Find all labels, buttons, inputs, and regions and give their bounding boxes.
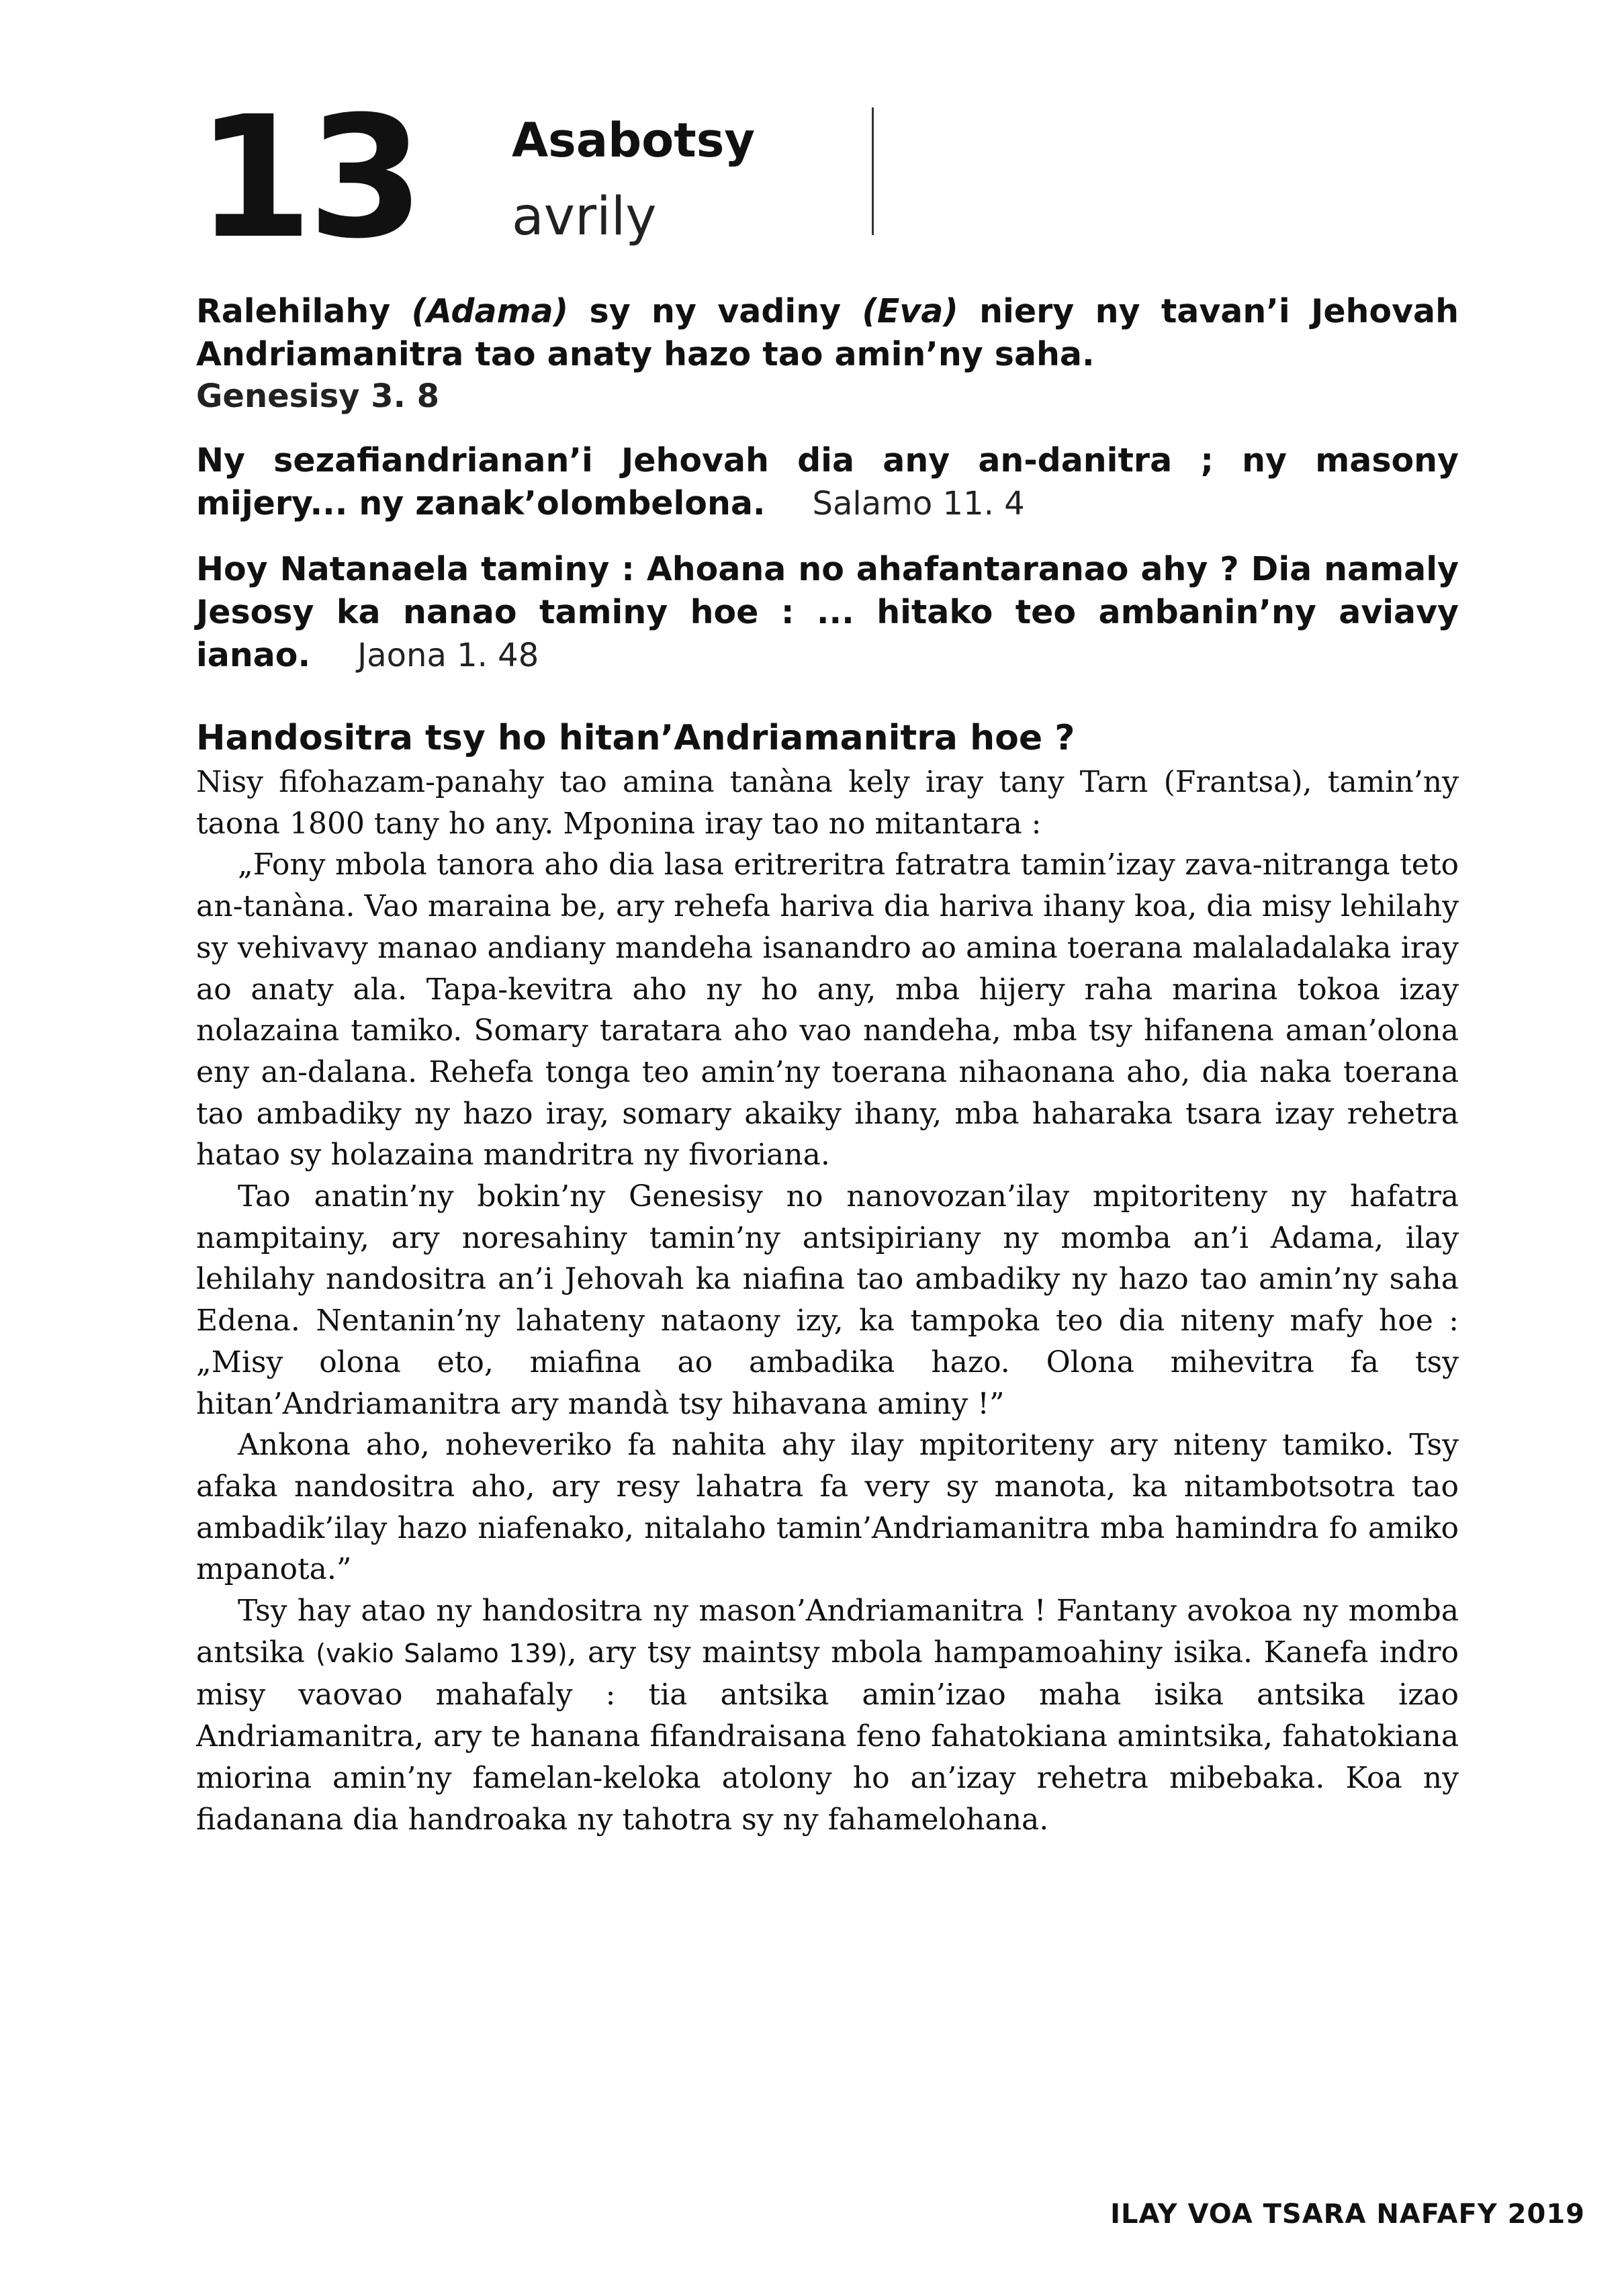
article-paragraph-2: „Fony mbola tanora aho dia lasa eritreritra fatratra tamin’izay zava-nitranga teto an-tanàna. Vao maraina be, ary rehefa hariva dia hariva ihany koa, dia misy lehilahy sy vehivavy manao andiany mandeha isanandro ao amina toerana malaladalaka iray ao anaty ala. Tapa-kevitra aho ny ho any, mba hijery raha marina tokoa izay nolazaina tamiko. Somary taratara aho vao nandeha, mba tsy hifanena aman’olona eny an-dalana. Rehefa tonga teo amin’ny toerana nihaonana aho, dia naka toerana tao ambadiky ny hazo iray, somary akaiky ihany, mba haharaka tsara izay rehetra hatao sy holazaina mandritra ny fivoriana. — [196, 848, 1459, 1173]
article-paragraph-4: Ankona aho, noheveriko fa nahita ahy ilay mpitoriteny ary niteny tamiko. Tsy afaka nandositra aho, ary resy lahatra fa very sy manota, ka nitambotsotra tao ambadik’ilay hazo niafenako, nitalaho tamin’Andriamanitra mba hamindra fo amiko mpanota.” — [196, 1428, 1459, 1587]
article-paragraph-5-ref: (vakio Salamo 139) — [316, 1638, 568, 1668]
page-content — [196, 290, 1459, 1840]
verse-3 — [196, 548, 1459, 677]
article-paragraph-5-b: , ary tsy maintsy mbola hampamoahiny isika. Kanefa indro misy vaovao mahafaly : tia antsika amin’izao maha isika antsika izao Andriamanitra, ary te hanana fifandraisana feno fahatokiana amintsika, fahatokiana miorina amin’ny famelan-keloka atolony ho an’izay rehetra mibebaka. Koa ny fiadanana dia handroaka ny tahotra sy ny fahamelohana. — [196, 1635, 1459, 1837]
publication-footer: ILAY VOA TSARA NAFAFY 2019 — [1110, 2199, 1585, 2230]
verse-1-text-b: sy ny vadiny — [568, 292, 862, 330]
article-title: Handositra tsy ho hitan’Andriamanitra hoe ? — [196, 718, 1075, 758]
verse-1-italic-eva: (Eva) — [862, 292, 958, 330]
verse-1-reference: Genesisy 3. 8 — [196, 377, 440, 415]
verse-1-text-a: Ralehilahy — [196, 292, 412, 330]
verse-2-reference: Salamo 11. 4 — [812, 485, 1025, 522]
month-label: avrily — [512, 187, 657, 247]
verse-2 — [196, 439, 1459, 525]
date-header — [196, 80, 881, 275]
article-paragraph-3: Tao anatin’ny bokin’ny Genesisy no nanovozan’ilay mpitoriteny ny hafatra nampitainy, ary noresahiny tamin’ny antsipiriany ny momba an’i Adama, ilay lehilahy nandositra an’i Jehovah ka niafina tao ambadiky ny hazo tao amin’ny saha Edena. Nentanin’ny lahateny nataony izy, ka tampoka teo dia niteny mafy hoe : „Misy olona eto, miafina ao ambadika hazo. Olona mihevitra fa tsy hitan’Andriamanitra ary mandà tsy hihavana aminy !” — [196, 1179, 1459, 1421]
verse-1-italic-adama: (Adama) — [411, 292, 569, 330]
verse-2-text: Ny sezafiandrianan’i Jehovah dia any an-danitra ; ny masony mijery... ny zanak’olombelona. — [196, 441, 1459, 522]
verse-1 — [196, 290, 1459, 416]
verse-3-reference: Jaona 1. 48 — [357, 637, 539, 674]
day-number: 13 — [196, 80, 419, 275]
verse-1-text-c: niery ny tavan’i Jehovah Andriamanitra tao anaty hazo tao amin’ny saha. — [196, 292, 1459, 373]
article-paragraph-5-a: Tsy hay atao ny handositra ny mason’Andriamanitra ! Fantany avokoa ny momba antsika — [196, 1594, 1459, 1670]
article-paragraph-5 — [196, 1590, 1459, 1840]
article-body — [196, 762, 1459, 1840]
header-divider — [872, 107, 874, 235]
verse-3-text: Hoy Natanaela taminy : Ahoana no ahafantaranao ahy ? Dia namaly Jesosy ka nanao taminy hoe : ... hitako teo ambanin’ny aviavy ianao. — [196, 550, 1459, 674]
article-paragraph-1: Nisy fifohazam-panahy tao amina tanàna kely iray tany Tarn (Frantsa), tamin’ny taona 1800 tany ho any. Mponina iray tao no mitantara : — [196, 765, 1459, 841]
weekday-label: Asabotsy — [512, 113, 756, 168]
